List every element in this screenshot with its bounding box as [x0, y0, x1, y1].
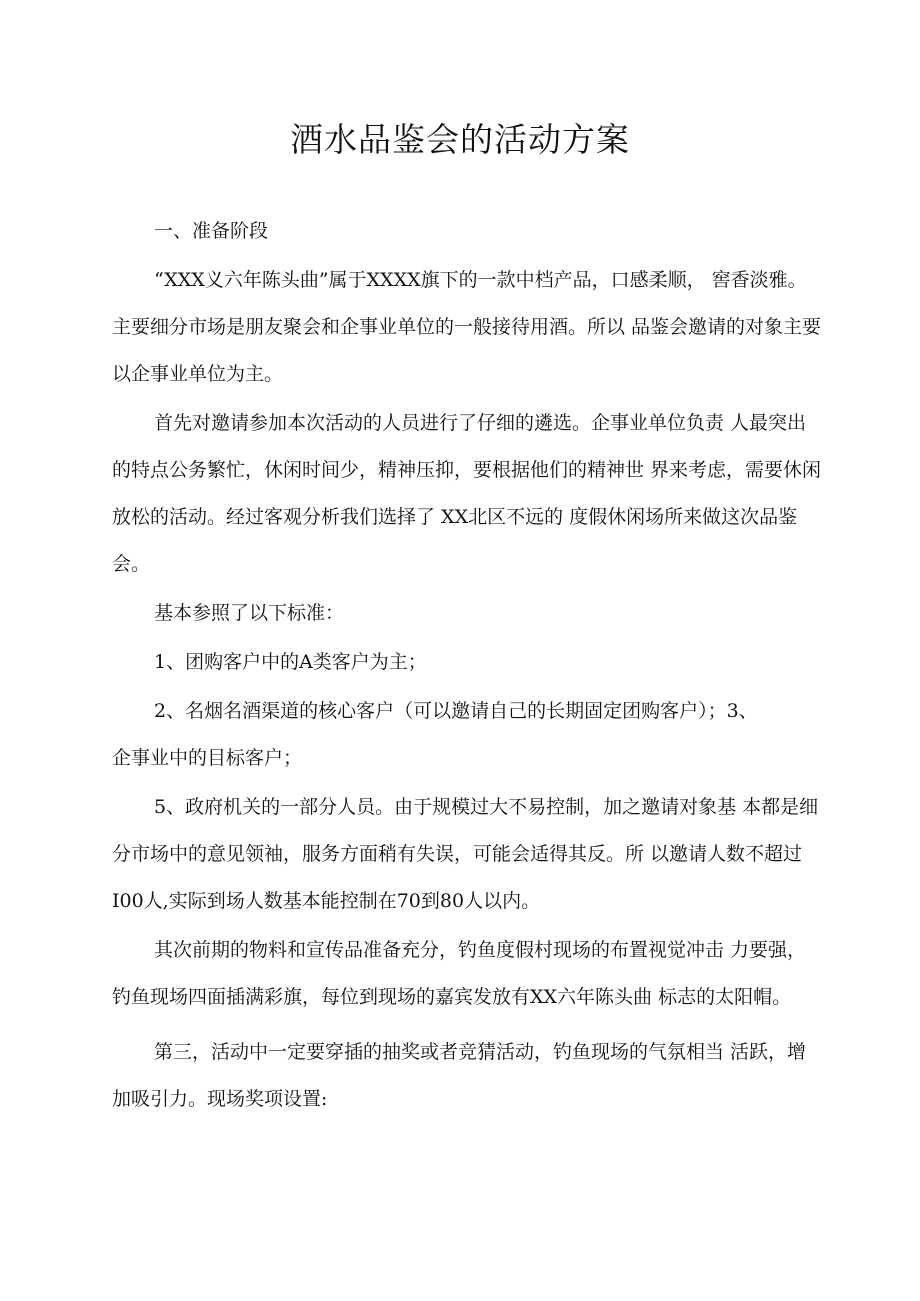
list-item-criteria-3-continued: 企事业中的目标客户； [112, 747, 303, 769]
paragraph-materials: 其次前期的物料和宣传品准备充分，钓鱼度假村现场的布置视觉冲击 力要强，钓鱼现场四面插满彩旗，每位到现场的嘉宾发放有XX六年陈头曲 标志的太阳帽。 [112, 939, 807, 1008]
paragraph-activities: 第三，活动中一定要穿插的抽奖或者竞猜活动，钓鱼现场的气氛相当 活跃，增加吸引力。现场奖项设置: [112, 1041, 807, 1110]
section-heading: 一、准备阶段 [154, 220, 269, 242]
paragraph-product-intro: “XXX义六年陈头曲”属于XXXX旗下的一款中档产品，口感柔顺， 窖香淡雅。主要细分市场是朋友聚会和企事业单位的一般接待用酒。所以 品鉴会邀请的对象主要以企事业单位为主。 [112, 269, 822, 385]
paragraph-criteria-intro: 基本参照了以下标准： [154, 602, 345, 624]
list-item-criteria-5: 5、政府机关的一部分人员。由于规模过大不易控制，加之邀请对象基 本都是细分市场中的意见领袖，服务方面稍有失误，可能会适得其反。所 以邀请人数不超过I00人,实际到场人数基本能控制在70到80人以内。 [112, 796, 819, 912]
list-item-criteria-1: 1、团购客户中的A类客户为主； [154, 651, 427, 673]
document-title: 酒水品鉴会的活动方案 [290, 120, 630, 159]
list-item-criteria-2: 2、名烟名酒渠道的核心客户（可以邀请自己的长期固定团购客户）；3、 [154, 700, 758, 722]
document-body [112, 208, 824, 1123]
paragraph-invitee-selection: 首先对邀请参加本次活动的人员进行了仔细的遴选。企事业单位负责 人最突出的特点公务繁忙，休闲时间少，精神压抑，要根据他们的精神世 界来考虑，需要休闲放松的活动。经过客观分析我们选择了 XX北区不远的 度假休闲场所来做这次品鉴会。 [112, 412, 822, 575]
